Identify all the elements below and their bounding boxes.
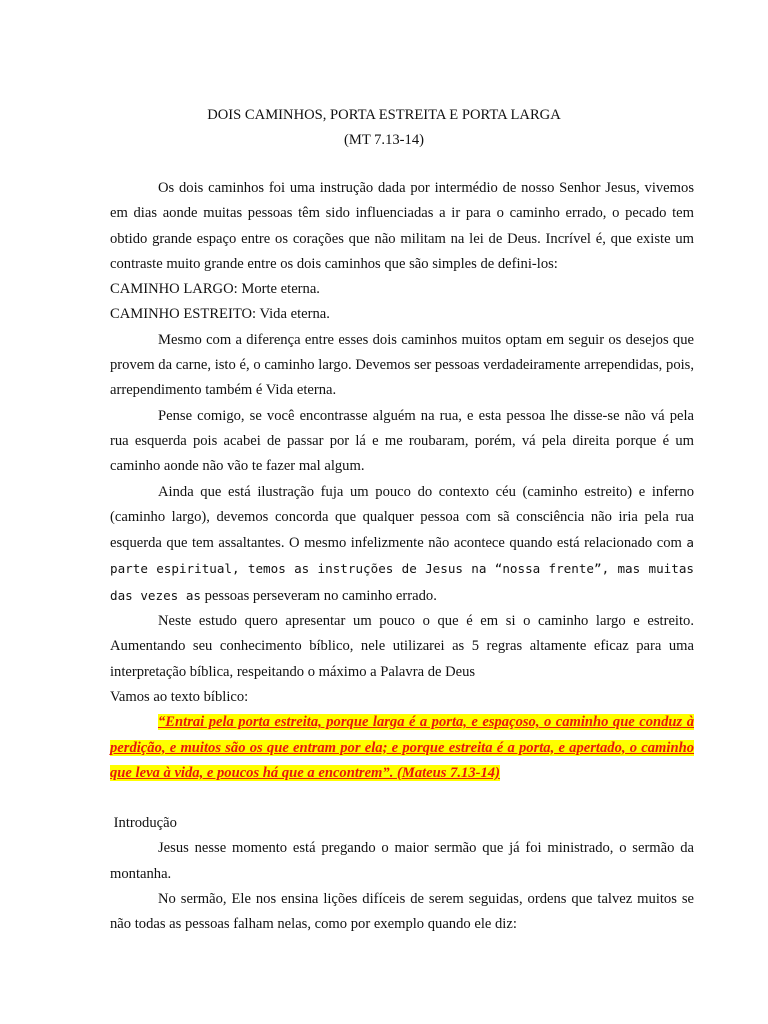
paragraph-contexto-end: pessoas perseveram no caminho errado. <box>204 587 437 604</box>
document-header <box>0 103 768 153</box>
paragraph-ilustracao: Pense comigo, se você encontrasse alguém na rua, e esta pessoa lhe disse-se não vá pela rua esquerda pois acabei de passar por lá e me roubaram, porém, vá pela direita porque é um caminho aonde não vão te fazer mal algum. <box>110 407 694 475</box>
document-body <box>110 176 694 938</box>
bible-reference: (MT 7.13-14) <box>344 132 424 148</box>
paragraph-texto-biblico: Vamos ao texto bíblico: <box>110 688 249 705</box>
spacer <box>110 786 694 811</box>
paragraph-contexto-main: Ainda que está ilustração fuja um pouco do contexto céu (caminho estreito) e inferno (caminho largo), devemos concorda que qualquer pessoa com sã consciência não iria pela rua esquerda que tem assaltantes. O mesmo infelizmente não acontece quando está relacionado com <box>110 483 694 552</box>
bible-quote-text: “Entrai pela porta estreita, porque larga é a porta, e espaçoso, o caminho que conduz à perdição, e muitos são os que entram por ela; e porque estreita é a porta, e apertado, o caminho que leva à vida, e poucos há que a encontrem”. (Mateus 7.13-14) <box>110 714 694 781</box>
definition-caminho-largo: CAMINHO LARGO: Morte eterna. <box>110 281 320 298</box>
paragraph-sermao: Jesus nesse momento está pregando o maior sermão que já foi ministrado, o sermão da montanha. <box>110 840 694 882</box>
definition-caminho-estreito: CAMINHO ESTREITO: Vida eterna. <box>110 306 330 323</box>
document-title: DOIS CAMINHOS, PORTA ESTREITA E PORTA LARGA <box>207 107 561 123</box>
section-heading-introducao <box>110 811 694 836</box>
paragraph-estudo: Neste estudo quero apresentar um pouco o que é em si o caminho largo e estreito. Aumentando seu conhecimento bíblico, nele utilizarei as 5 regras altamente eficaz para uma interpretação bíblica, respeitando o máximo a Palavra de Deus <box>110 613 694 680</box>
paragraph-intro: Os dois caminhos foi uma instrução dada por intermédio de nosso Senhor Jesus, vivemos em dias aonde muitas pessoas têm sido influenciadas a ir para o caminho errado, o pecado tem obtido grande espaço entre os corações que não militam na lei de Deus. Incrível é, que existe um contraste muito grande entre os dois caminhos que são simples de defini-los: <box>110 180 694 272</box>
paragraph-contexto <box>110 480 694 609</box>
paragraph-contexto-mono: a parte espiritual, temos as instruções de Jesus na “nossa frente”, mas muitas das vezes as <box>110 535 695 603</box>
section-heading-introducao-text: Introdução <box>113 815 177 832</box>
paragraph-desejos: Mesmo com a diferença entre esses dois caminhos muitos optam em seguir os desejos que provem da carne, isto é, o caminho largo. Devemos ser pessoas verdadeiramente arrependidas, pois, arrependimento também é Vida eterna. <box>110 331 694 399</box>
paragraph-licoes: No sermão, Ele nos ensina lições difíceis de serem seguidas, ordens que talvez muitos se não todas as pessoas falham nelas, como por exemplo quando ele diz: <box>110 891 694 933</box>
bible-quote <box>110 710 694 786</box>
